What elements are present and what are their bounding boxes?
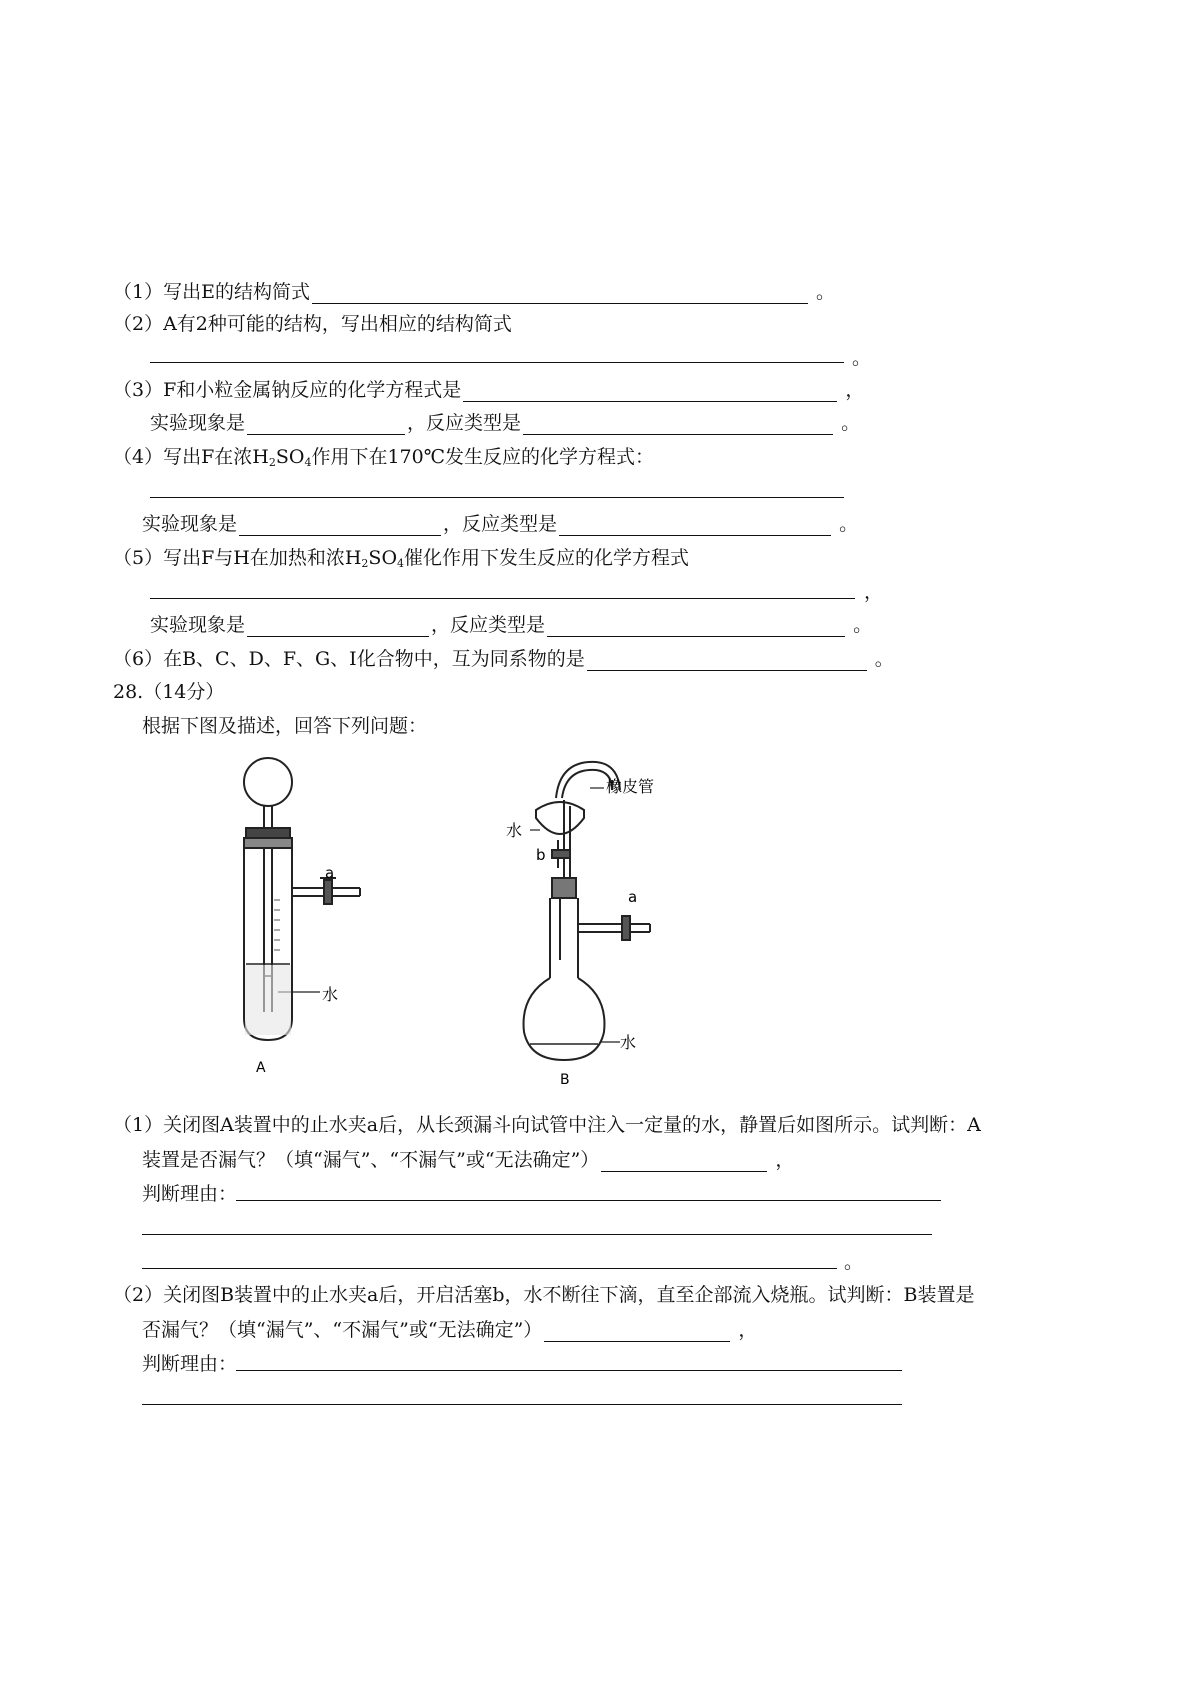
q27-p5-type-blank[interactable]: [547, 618, 845, 637]
apparatus-figure-a: [220, 750, 380, 1080]
figure-b-label-water: 水: [620, 1033, 637, 1052]
q28-part2-line1: （2）关闭图B装置中的止水夹a后，开启活塞b，水不断往下滴，直至企部流入烧瓶。试判断：B装置是: [113, 1284, 975, 1306]
figure-b-label-rubber-tube: 橡皮管: [606, 777, 655, 796]
q27-p5-phenomenon-blank[interactable]: [247, 618, 429, 637]
q27-part4-line3: 实验现象是 ，反应类型是 。: [142, 513, 859, 535]
q27-part1: （1）写出E的结构简式 。: [113, 281, 836, 303]
q28-part1-line1: （1）关闭图A装置中的止水夹a后，从长颈漏斗向试管中注入一定量的水，静置后如图所示。试判断：A: [113, 1114, 981, 1136]
q27-p3-phenomenon-blank[interactable]: [247, 416, 405, 435]
figure-b-caption: B: [560, 1072, 570, 1088]
q28-p1-reason-blank-2[interactable]: [142, 1234, 932, 1235]
apparatus-figure-b: [500, 750, 700, 1090]
q28-header: 28.（14分）: [113, 681, 225, 703]
figure-b-label-water-top: 水: [506, 821, 523, 840]
q27-part5-line3: 实验现象是 ，反应类型是 。: [150, 614, 873, 636]
q27-p1-prompt: （1）写出E的结构简式: [113, 281, 310, 303]
q27-p4-phenomenon-blank[interactable]: [239, 517, 441, 536]
q27-p4-equation-blank[interactable]: [150, 497, 844, 498]
q27-p3-type-blank[interactable]: [523, 416, 833, 435]
q27-p4-type-blank[interactable]: [559, 517, 831, 536]
q27-p3-equation-blank[interactable]: [463, 383, 837, 402]
figure-a-label-water: 水: [322, 985, 339, 1004]
q28-p1-reason-blank-3[interactable]: [142, 1268, 837, 1269]
figure-a-label-a: a: [325, 864, 335, 882]
q27-part3-line2: 实验现象是 ，反应类型是 。: [150, 412, 861, 434]
q27-p2-answer-blank[interactable]: [150, 362, 844, 363]
q28-p2-reason-blank-2[interactable]: [142, 1404, 902, 1405]
q28-part1-line2: 装置是否漏气？（填“漏气”、“不漏气”或“无法确定”） ，: [142, 1149, 795, 1171]
q28-p1-leak-blank[interactable]: [601, 1153, 767, 1172]
q28-p1-reason-blank-1[interactable]: [236, 1200, 941, 1201]
q27-part4: （4）写出F在浓$H_2SO_4$作用下在170℃发生反应的化学方程式：: [113, 446, 654, 469]
q27-p1-answer-blank[interactable]: [312, 285, 808, 304]
q28-part2-reason-label: 判断理由：: [142, 1353, 238, 1375]
q27-part5: （5）写出F与H在加热和浓$H_2SO_4$催化作用下发生反应的化学方程式: [113, 547, 690, 570]
figure-a-caption: A: [256, 1060, 266, 1076]
figure-b-label-b: b: [536, 846, 546, 864]
q28-intro: 根据下图及描述，回答下列问题：: [142, 715, 428, 737]
figure-b-label-a: a: [628, 888, 638, 906]
q28-part2-line2: 否漏气？（填“漏气”、“不漏气”或“无法确定”） ，: [142, 1319, 758, 1341]
q28-p2-reason-blank-1[interactable]: [236, 1370, 902, 1371]
q27-p5-equation-blank[interactable]: [150, 598, 855, 599]
q27-p6-answer-blank[interactable]: [587, 652, 867, 671]
q27-part3: （3）F和小粒金属钠反应的化学方程式是 ，: [113, 379, 865, 401]
q28-p2-leak-blank[interactable]: [544, 1323, 730, 1342]
q27-part6: （6）在B、C、D、F、G、I化合物中，互为同系物的是 。: [113, 648, 894, 670]
q27-part2: （2）A有2种可能的结构，写出相应的结构简式: [113, 313, 512, 335]
q28-part1-reason-label: 判断理由：: [142, 1183, 238, 1205]
